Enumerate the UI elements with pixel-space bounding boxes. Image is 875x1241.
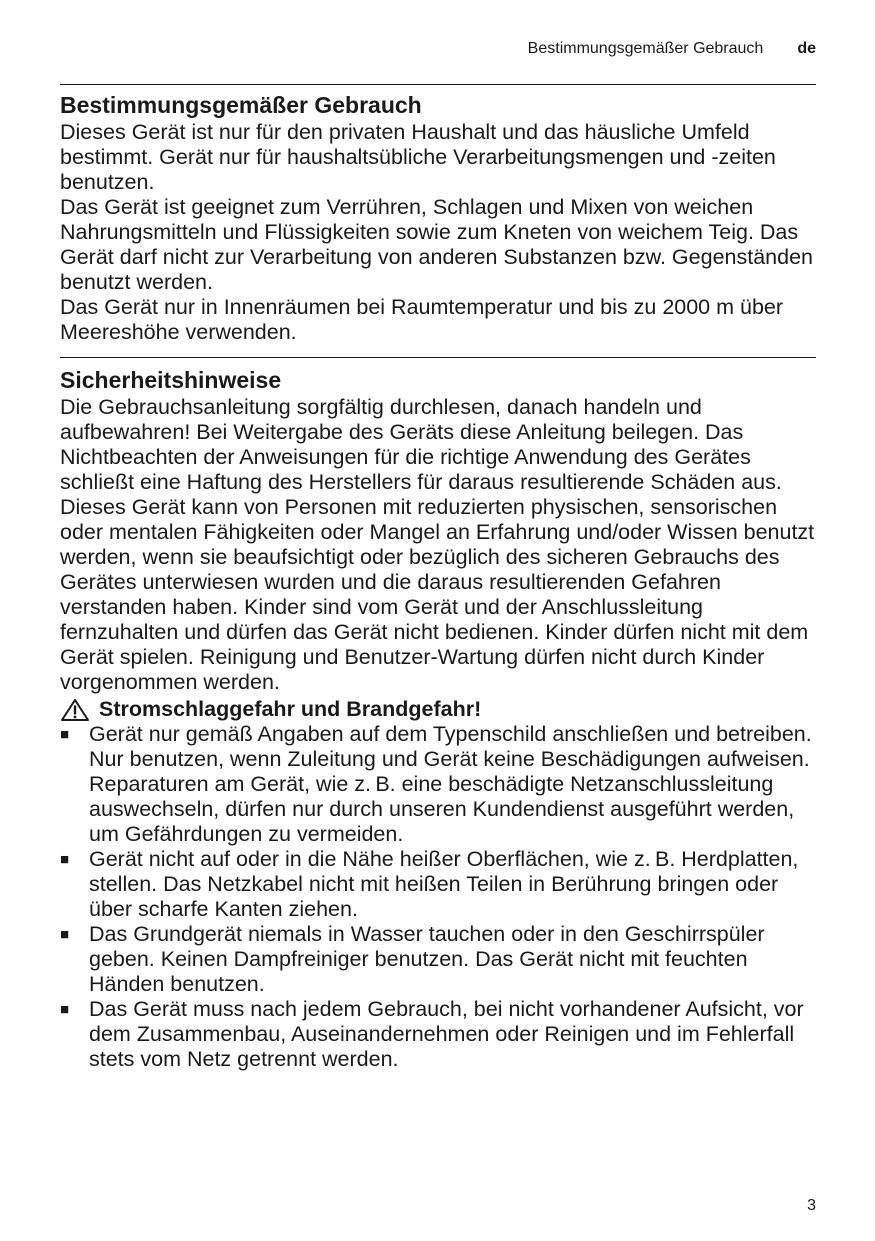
paragraph: Dieses Gerät kann von Personen mit reduzierten physischen, sensorischen oder mentalen Fähigkeiten oder Mangel an Erfahrung und/oder Wissen benutzt werden, wenn sie beaufsichtigt oder bezüglich des sicheren Gebrauchs des Gerätes unterwiesen wurden und die daraus resultierenden Gefahren verstanden haben. Kinder sind vom Gerät und der Anschlussleitung fernzuhalten und dürfen das Gerät nicht bedienen. Kinder dürfen nicht mit dem Gerät spielen. Reinigung und Benutzer-Wartung dürfen nicht durch Kinder vorgenommen werden. [60, 495, 815, 694]
section-heading: Sicherheitshinweise [60, 367, 282, 393]
bullet-square-icon: ■ [60, 1001, 70, 1018]
list-item-text: Gerät nicht auf oder in die Nähe heißer Oberflächen, wie z. B. Herdplatten, stellen. Das Netzkabel nicht mit heißen Teilen in Berührung bringen oder über scharfe Kanten ziehen. [89, 847, 799, 921]
paragraph: Das Gerät ist geeignet zum Verrühren, Schlagen und Mixen von weichen Nahrungsmitteln und Flüssigkeiten sowie zum Kneten von weichem Teig. Das Gerät darf nicht zur Verarbeitung von anderen Substanzen bzw. Gegenständen benutzt werden. [60, 195, 813, 294]
paragraph: Dieses Gerät ist nur für den privaten Haushalt und das häusliche Umfeld bestimmt. Gerät nur für haushaltsübliche Verarbeitungsmengen und -zeiten benutzen. [60, 120, 776, 194]
list-item-text: Das Gerät muss nach jedem Gebrauch, bei nicht vorhandener Aufsicht, vor dem Zusammenbau, Auseinandernehmen oder Reinigen und im Fehlerfall stets vom Netz getrennt werden. [89, 997, 804, 1071]
list-item [60, 922, 816, 997]
section-divider [60, 357, 816, 358]
bullet-square-icon: ■ [60, 926, 70, 943]
warning-title: Stromschlaggefahr und Brandgefahr! [99, 697, 482, 721]
language-code: de [797, 40, 816, 57]
bullet-square-icon: ■ [60, 726, 70, 743]
list-item-text: Das Grundgerät niemals in Wasser tauchen oder in den Geschirrspüler geben. Keinen Dampfreiniger benutzen. Das Gerät nicht mit feuchten Händen benutzen. [89, 922, 765, 996]
running-header-title: Bestimmungsgemäßer Gebrauch [527, 40, 764, 57]
warning-list [60, 722, 816, 1072]
section-intended-use [60, 90, 816, 345]
paragraph: Das Gerät nur in Innenräumen bei Raumtemperatur und bis zu 2000 m über Meereshöhe verwenden. [60, 295, 784, 344]
page-number: 3 [807, 1197, 816, 1214]
warning-heading [60, 697, 816, 722]
paragraph: Die Gebrauchsanleitung sorgfältig durchlesen, danach handeln und aufbewahren! Bei Weitergabe des Geräts diese Anleitung beilegen. Das Nichtbeachten der Anweisungen für die richtige Anwendung des Gerätes schließt eine Haftung des Herstellers für daraus resultierende Schäden aus. [60, 395, 782, 494]
section-divider [60, 84, 816, 85]
section-heading: Bestimmungsgemäßer Gebrauch [60, 92, 422, 118]
list-item [60, 847, 816, 922]
list-item-text: Gerät nur gemäß Angaben auf dem Typenschild anschließen und betreiben. Nur benutzen, wenn Zuleitung und Gerät keine Beschädigungen aufweisen. Reparaturen am Gerät, wie z. B. eine beschädigte Netzanschlussleitung auswechseln, dürfen nur durch unseren Kundendienst ausgeführt werden, um Gefährdungen zu vermeiden. [89, 722, 812, 846]
bullet-square-icon: ■ [60, 851, 70, 868]
warning-triangle-icon [60, 698, 90, 722]
list-item [60, 722, 816, 847]
section-safety-notes [60, 365, 816, 1072]
running-header [528, 40, 816, 58]
list-item [60, 997, 816, 1072]
